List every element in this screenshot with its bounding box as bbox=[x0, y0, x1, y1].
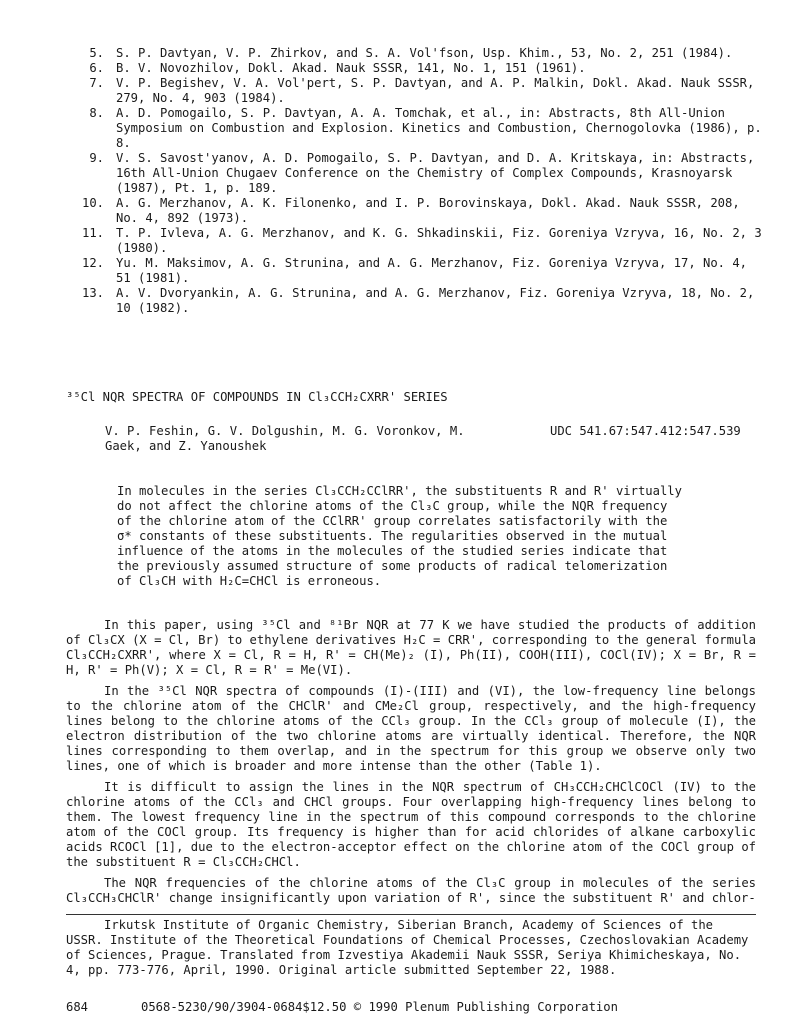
reference-item bbox=[66, 286, 766, 316]
reference-item bbox=[66, 106, 766, 151]
reference-item bbox=[66, 196, 766, 226]
reference-number: 10. bbox=[81, 196, 104, 210]
reference-text: V. P. Begishev, V. A. Vol'pert, S. P. Davtyan, and A. P. Malkin, Dokl. Akad. Nauk SSSR, 279, No. 4, 903 (1984). bbox=[116, 76, 755, 105]
reference-text: S. P. Davtyan, V. P. Zhirkov, and S. A. Vol'fson, Usp. Khim., 53, No. 2, 251 (1984). bbox=[116, 46, 733, 60]
reference-item bbox=[66, 256, 766, 286]
reference-text: V. S. Savost'yanov, A. D. Pomogailo, S. P. Davtyan, and D. A. Kritskaya, in: Abstracts, 16th All-Union Chugaev Conference on the Chemistry of Complex Compounds, Krasnoyarsk (1987), Pt. 1, p. 189. bbox=[116, 151, 755, 195]
article-authors: V. P. Feshin, G. V. Dolgushin, M. G. Voronkov, M. Gaek, and Z. Yanoushek bbox=[105, 424, 465, 453]
reference-number: 11. bbox=[81, 226, 104, 240]
body-paragraph: In the ³⁵Cl NQR spectra of compounds (I)-(III) and (VI), the low-frequency line belongs to the chlorine atom of the CHClR' and CMe₂Cl group, respectively, and the high-frequency lines belong to the chlorine atoms of the CCl₃ group. In the CCl₃ group of molecule (I), the electron distribution of the two chlorine atoms are virtually identical. Therefore, the NQR lines corresponding to them overlap, and in the spectrum for this group we observe only two lines, one of which is broader and more intense than the other (Table 1). bbox=[66, 684, 756, 773]
reference-list bbox=[66, 46, 766, 316]
body-paragraph: The NQR frequencies of the chlorine atoms of the Cl₃C group in molecules of the series Cl₃CCH₃CHClR' change insignificantly upon variation of R', since the substituent R' and chlor- bbox=[66, 876, 756, 905]
reference-item bbox=[66, 76, 766, 106]
reference-number: 6. bbox=[89, 61, 104, 75]
body-paragraph: In this paper, using ³⁵Cl and ⁸¹Br NQR at 77 K we have studied the products of addition of Cl₃CX (X = Cl, Br) to ethylene derivatives H₂C = CRR', corresponding to the general formula Cl₃CCH₂CXRR', where X = Cl, R = H, R' = CH(Me)₂ (I), Ph(II), COOH(III), COCl(IV); X = Br, R = H, R' = Ph(V); X = Cl, R = R' = Me(VI). bbox=[66, 618, 756, 677]
udc-code: UDC 541.67:547.412:547.539 bbox=[550, 424, 741, 438]
page-footer bbox=[66, 1000, 756, 1015]
reference-text: A. V. Dvoryankin, A. G. Strunina, and A. G. Merzhanov, Fiz. Goreniya Vzryva, 18, No. 2, 10 (1982). bbox=[116, 286, 755, 315]
reference-text: A. G. Merzhanov, A. K. Filonenko, and I. P. Borovinskaya, Dokl. Akad. Nauk SSSR, 208, No. 4, 892 (1973). bbox=[116, 196, 740, 225]
reference-item bbox=[66, 226, 766, 256]
affiliation-note bbox=[66, 918, 756, 978]
reference-number: 8. bbox=[89, 106, 104, 120]
body-paragraph: It is difficult to assign the lines in the NQR spectrum of CH₃CCH₂CHClCOCl (IV) to the chlorine atoms of the CCl₃ and CHCl groups. Four overlapping high-frequency lines belong to them. The lowest frequency line in the spectrum of this compound corresponds to the chlorine atom of the COCl group. Its frequency is higher than for acid chlorides of alkane carboxylic acids RCOCl [1], due to the electron-acceptor effect on the chlorine atom of the COCl group of the substituent R = Cl₃CCH₂CHCl. bbox=[66, 780, 756, 869]
article-title: ³⁵Cl NQR SPECTRA OF COMPOUNDS IN Cl₃CCH₂CXRR' SERIES bbox=[66, 390, 448, 404]
reference-item bbox=[66, 46, 766, 61]
reference-text: A. D. Pomogailo, S. P. Davtyan, A. A. Tomchak, et al., in: Abstracts, 8th All-Union Symposium on Combustion and Explosion. Kinetics and Combustion, Chernogolovka (1986), p. 8. bbox=[116, 106, 762, 150]
reference-number: 13. bbox=[81, 286, 104, 300]
article-abstract: In molecules in the series Cl₃CCH₂CClRR', the substituents R and R' virtually do not affect the chlorine atoms of the Cl₃C group, while the NQR frequency of the chlorine atom of the CClRR' group correlates satisfactorily with the σ* constants of these substituents. The regularities observed in the mutual influence of the atoms in the molecules of the studied series indicate that the previously assumed structure of some products of radical telomerization of Cl₃CH with H₂C=CHCl is erroneous. bbox=[117, 484, 682, 588]
affiliation-text: Irkutsk Institute of Organic Chemistry, Siberian Branch, Academy of Sciences of the USSR. Institute of the Theoretical Foundations of Chemical Processes, Czechoslovakian Academy of Sciences, Prague. Translated from Izvestiya Akademii Nauk SSSR, Seriya Khimicheskaya, No. 4, pp. 773-776, April, 1990. Original article submitted September 22, 1988. bbox=[66, 918, 749, 977]
reference-text: T. P. Ivleva, A. G. Merzhanov, and K. G. Shkadinskii, Fiz. Goreniya Vzryva, 16, No. 2, 3 (1980). bbox=[116, 226, 762, 255]
page-number: 684 bbox=[66, 1000, 89, 1014]
reference-text: Yu. M. Maksimov, A. G. Strunina, and A. G. Merzhanov, Fiz. Goreniya Vzryva, 17, No. 4, 51 (1981). bbox=[116, 256, 748, 285]
reference-number: 5. bbox=[89, 46, 104, 60]
copyright-line: 0568-5230/90/3904-0684$12.50 © 1990 Plenum Publishing Corporation bbox=[141, 1000, 618, 1014]
reference-item bbox=[66, 61, 766, 76]
reference-number: 12. bbox=[81, 256, 104, 270]
footnote-divider bbox=[66, 914, 756, 915]
reference-number: 9. bbox=[89, 151, 104, 165]
reference-text: B. V. Novozhilov, Dokl. Akad. Nauk SSSR, 141, No. 1, 151 (1961). bbox=[116, 61, 586, 75]
reference-item bbox=[66, 151, 766, 196]
reference-number: 7. bbox=[89, 76, 104, 90]
article-body bbox=[66, 618, 756, 912]
